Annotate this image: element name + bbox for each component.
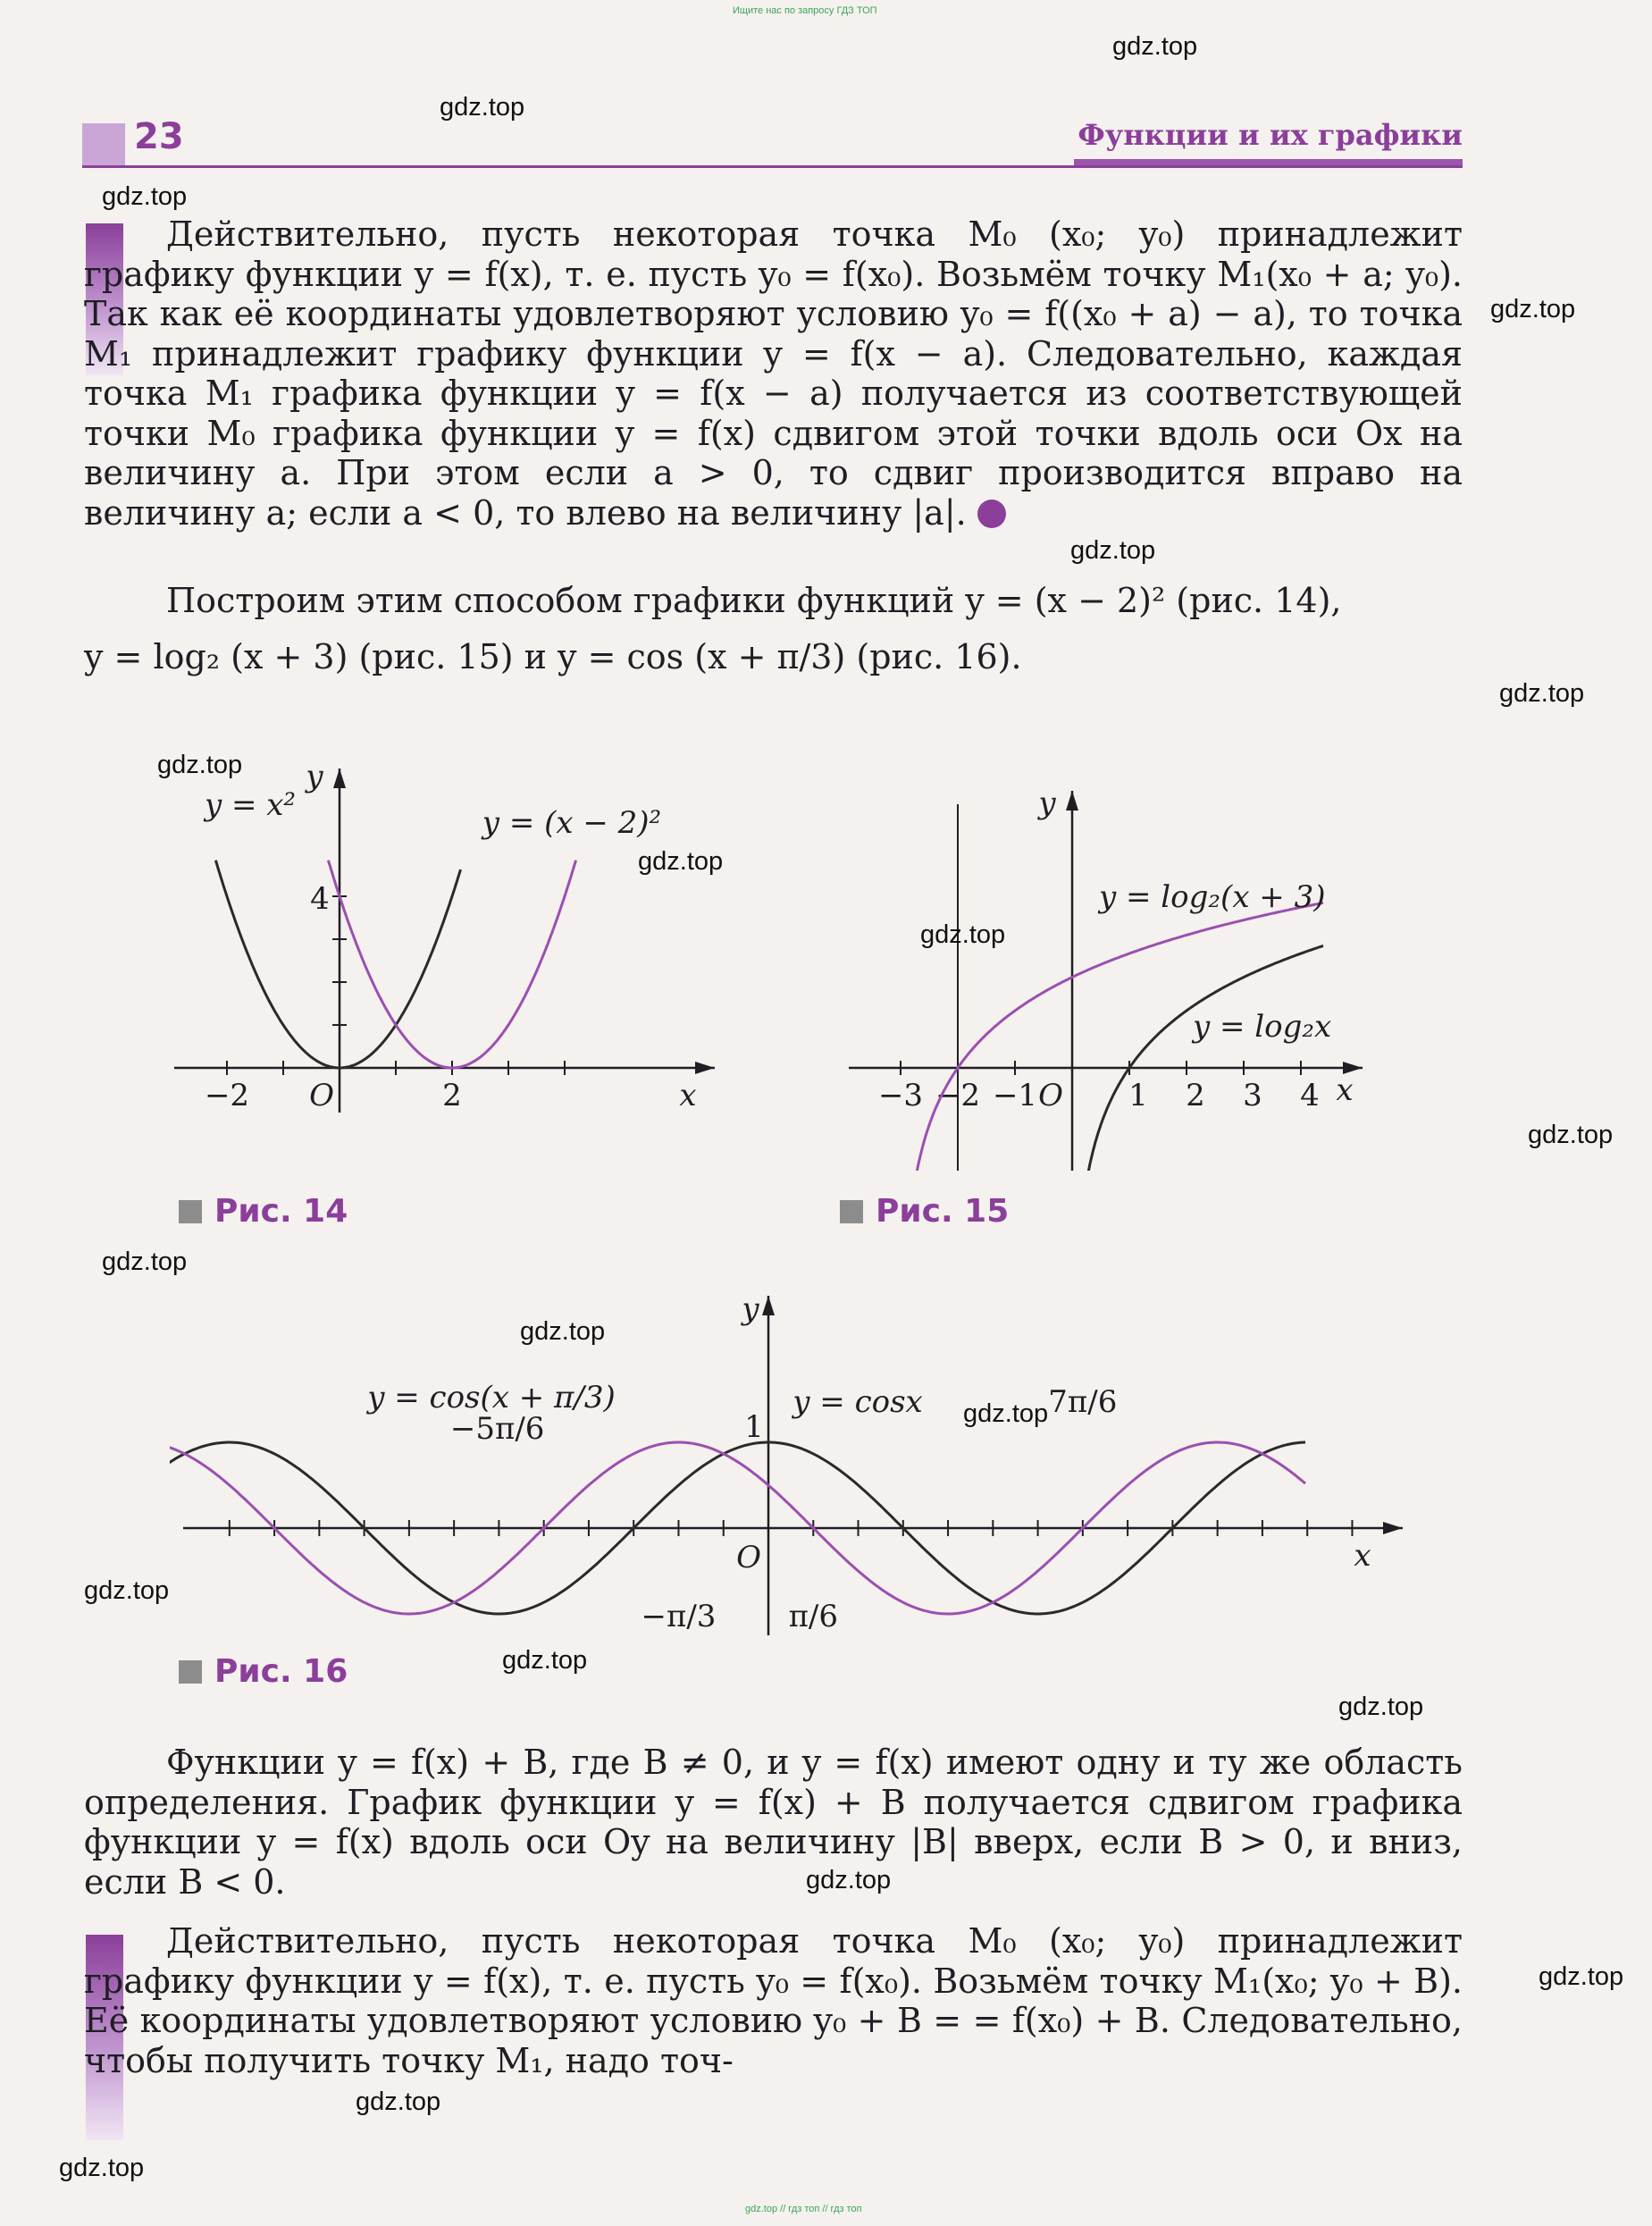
paragraph3-text: Функции y = f(x) + B, где B ≠ 0, и y = f(x) имеют одну и ту же область определения. График функции y = f(x) + B получается сдвигом графика функции y = f(x) вдоль оси Oy на величину |B| вверх, если B > 0, и вниз, если B < 0. xyxy=(84,1743,1463,1902)
watermark: gdz.top xyxy=(356,2087,441,2116)
paragraph2-line1: Построим этим способом графики функций y = (x − 2)² (рис. 14), xyxy=(166,581,1342,620)
watermark: gdz.top xyxy=(102,1247,188,1276)
figure-14 xyxy=(161,760,733,1135)
figure-15 xyxy=(831,777,1367,1171)
watermark: gdz.top xyxy=(963,1399,1049,1428)
top-note: Ищите нас по запросу ГДЗ ТОП xyxy=(733,5,877,16)
page-number: 23 xyxy=(134,116,184,157)
watermark: gdz.top xyxy=(102,182,188,211)
y-axis-arrow xyxy=(1066,791,1078,811)
series-label-cosx: y = cosx xyxy=(792,1384,923,1420)
caption-square-icon xyxy=(840,1200,863,1223)
origin-label: O xyxy=(736,1540,761,1575)
y-axis-label: y xyxy=(306,760,323,794)
series-label-x-squared: y = x² xyxy=(204,787,297,823)
watermark: gdz.top xyxy=(157,751,243,779)
y-tick-label: 1 xyxy=(744,1409,764,1445)
watermark: gdz.top xyxy=(1070,536,1156,565)
series-label-log2-x: y = log₂x xyxy=(1193,1009,1332,1045)
x-tick-label: 4 xyxy=(1300,1078,1320,1113)
watermark: gdz.top xyxy=(84,1576,170,1605)
y-axis-label: y xyxy=(742,1291,759,1327)
watermark: gdz.top xyxy=(1112,32,1198,61)
x-axis-arrow xyxy=(1383,1522,1403,1534)
paragraph4-text: Действительно, пусть некоторая точка M₀ (x₀; y₀) принадлежит графику функции y = f(x), т. е. пусть y₀ = f(x₀). Возьмём точку M₁(x₀; y₀ + B). Её координаты удовлетворяют условию y₀ + B = = f(x₀) + B. Следовательно, чтобы получить точку M₁, надо точ- xyxy=(84,1921,1463,2080)
series-label-log2-x-plus-3: y = log₂(x + 3) xyxy=(1099,879,1326,915)
x-axis-label: x xyxy=(1354,1538,1371,1574)
y-axis-arrow xyxy=(762,1296,775,1315)
section-title: Функции и их графики xyxy=(1078,118,1463,152)
x-tick-label: −3 xyxy=(877,1078,924,1113)
watermark: gdz.top xyxy=(59,2154,145,2182)
caption-square-icon xyxy=(179,1660,202,1684)
figure-16 xyxy=(170,1287,1403,1644)
paragraph-shift-y xyxy=(84,1743,1463,1902)
page-number-box xyxy=(82,123,125,166)
y-tick-label: 4 xyxy=(310,881,330,917)
watermark: gdz.top xyxy=(638,847,724,876)
y-axis-label: y xyxy=(1038,785,1056,821)
x-axis-arrow xyxy=(695,1062,715,1074)
watermark: gdz.top xyxy=(806,1866,892,1894)
x-tick-label: 2 xyxy=(442,1078,462,1113)
x-tick-label: π/6 xyxy=(788,1599,839,1634)
origin-label: O xyxy=(1038,1078,1063,1113)
watermark: gdz.top xyxy=(920,920,1006,949)
x-tick-label: 7π/6 xyxy=(1048,1384,1118,1420)
caption-fig-14: Рис. 14 xyxy=(179,1193,348,1230)
caption-square-icon xyxy=(179,1200,202,1223)
x-tick-label: −2 xyxy=(935,1078,981,1113)
watermark: gdz.top xyxy=(1528,1121,1614,1149)
header-rule xyxy=(82,165,1463,168)
series-line-log2-x xyxy=(1086,945,1323,1171)
watermark: gdz.top xyxy=(440,93,525,122)
y-axis-arrow xyxy=(333,769,346,788)
watermark: gdz.top xyxy=(1338,1693,1424,1721)
origin-label: O xyxy=(309,1078,334,1113)
watermark: gdz.top xyxy=(520,1317,606,1346)
bottom-note: gdz.top // гдз топ // гдз топ xyxy=(745,2204,862,2214)
paragraph1-text: Действительно, пусть некоторая точка M₀ (x₀; y₀) принадлежит графику функции y = f(x), т. е. пусть y₀ = f(x₀). Возьмём точку M₁(x₀ + a; y₀). Так как её координаты удовлетворяют условию y₀ = f((x₀ + a) − a), то точка M₁ принадлежит графику функции y = f(x − a). Следовательно, каждая точка M₁ графика функции y = f(x − a) получается из соответствующей точки M₀ графика функции y = f(x) сдвигом этой точки вдоль оси Ox на величину a. При этом если a > 0, то сдвиг производится вправо на величину a; если a < 0, то влево на величину |a|. xyxy=(84,214,1463,533)
x-tick-label: −5π/6 xyxy=(449,1411,545,1447)
caption-fig-16: Рис. 16 xyxy=(179,1653,348,1690)
series-label-cos-x-plus-pi-3: y = cos(x + π/3) xyxy=(367,1380,616,1415)
x-tick-label: −1 xyxy=(992,1078,1038,1113)
x-tick-label: 1 xyxy=(1128,1078,1148,1113)
caption-fig-15: Рис. 15 xyxy=(840,1193,1009,1230)
x-tick-label: −π/3 xyxy=(641,1599,717,1634)
end-of-proof-icon xyxy=(977,500,1006,528)
watermark: gdz.top xyxy=(502,1646,588,1675)
watermark: gdz.top xyxy=(1499,679,1585,708)
x-axis-label: x xyxy=(679,1078,697,1113)
x-tick-label: 3 xyxy=(1243,1078,1262,1113)
x-axis-label: x xyxy=(1336,1072,1354,1108)
x-tick-label: 2 xyxy=(1186,1078,1205,1113)
paragraph-proof-shift-y xyxy=(84,1921,1463,2080)
paragraph-proof-shift-x xyxy=(84,214,1463,533)
watermark: gdz.top xyxy=(1539,1962,1624,1991)
series-label-x-minus-2-squared: y = (x − 2)² xyxy=(482,805,662,841)
series-line-x-minus-2-squared xyxy=(328,861,575,1068)
watermark: gdz.top xyxy=(1490,295,1576,323)
paragraph-examples xyxy=(84,581,1463,693)
paragraph2-line2: y = log₂ (x + 3) (рис. 15) и y = cos (x + π/3) (рис. 16). xyxy=(84,636,1022,676)
x-tick-label: −2 xyxy=(204,1078,250,1113)
